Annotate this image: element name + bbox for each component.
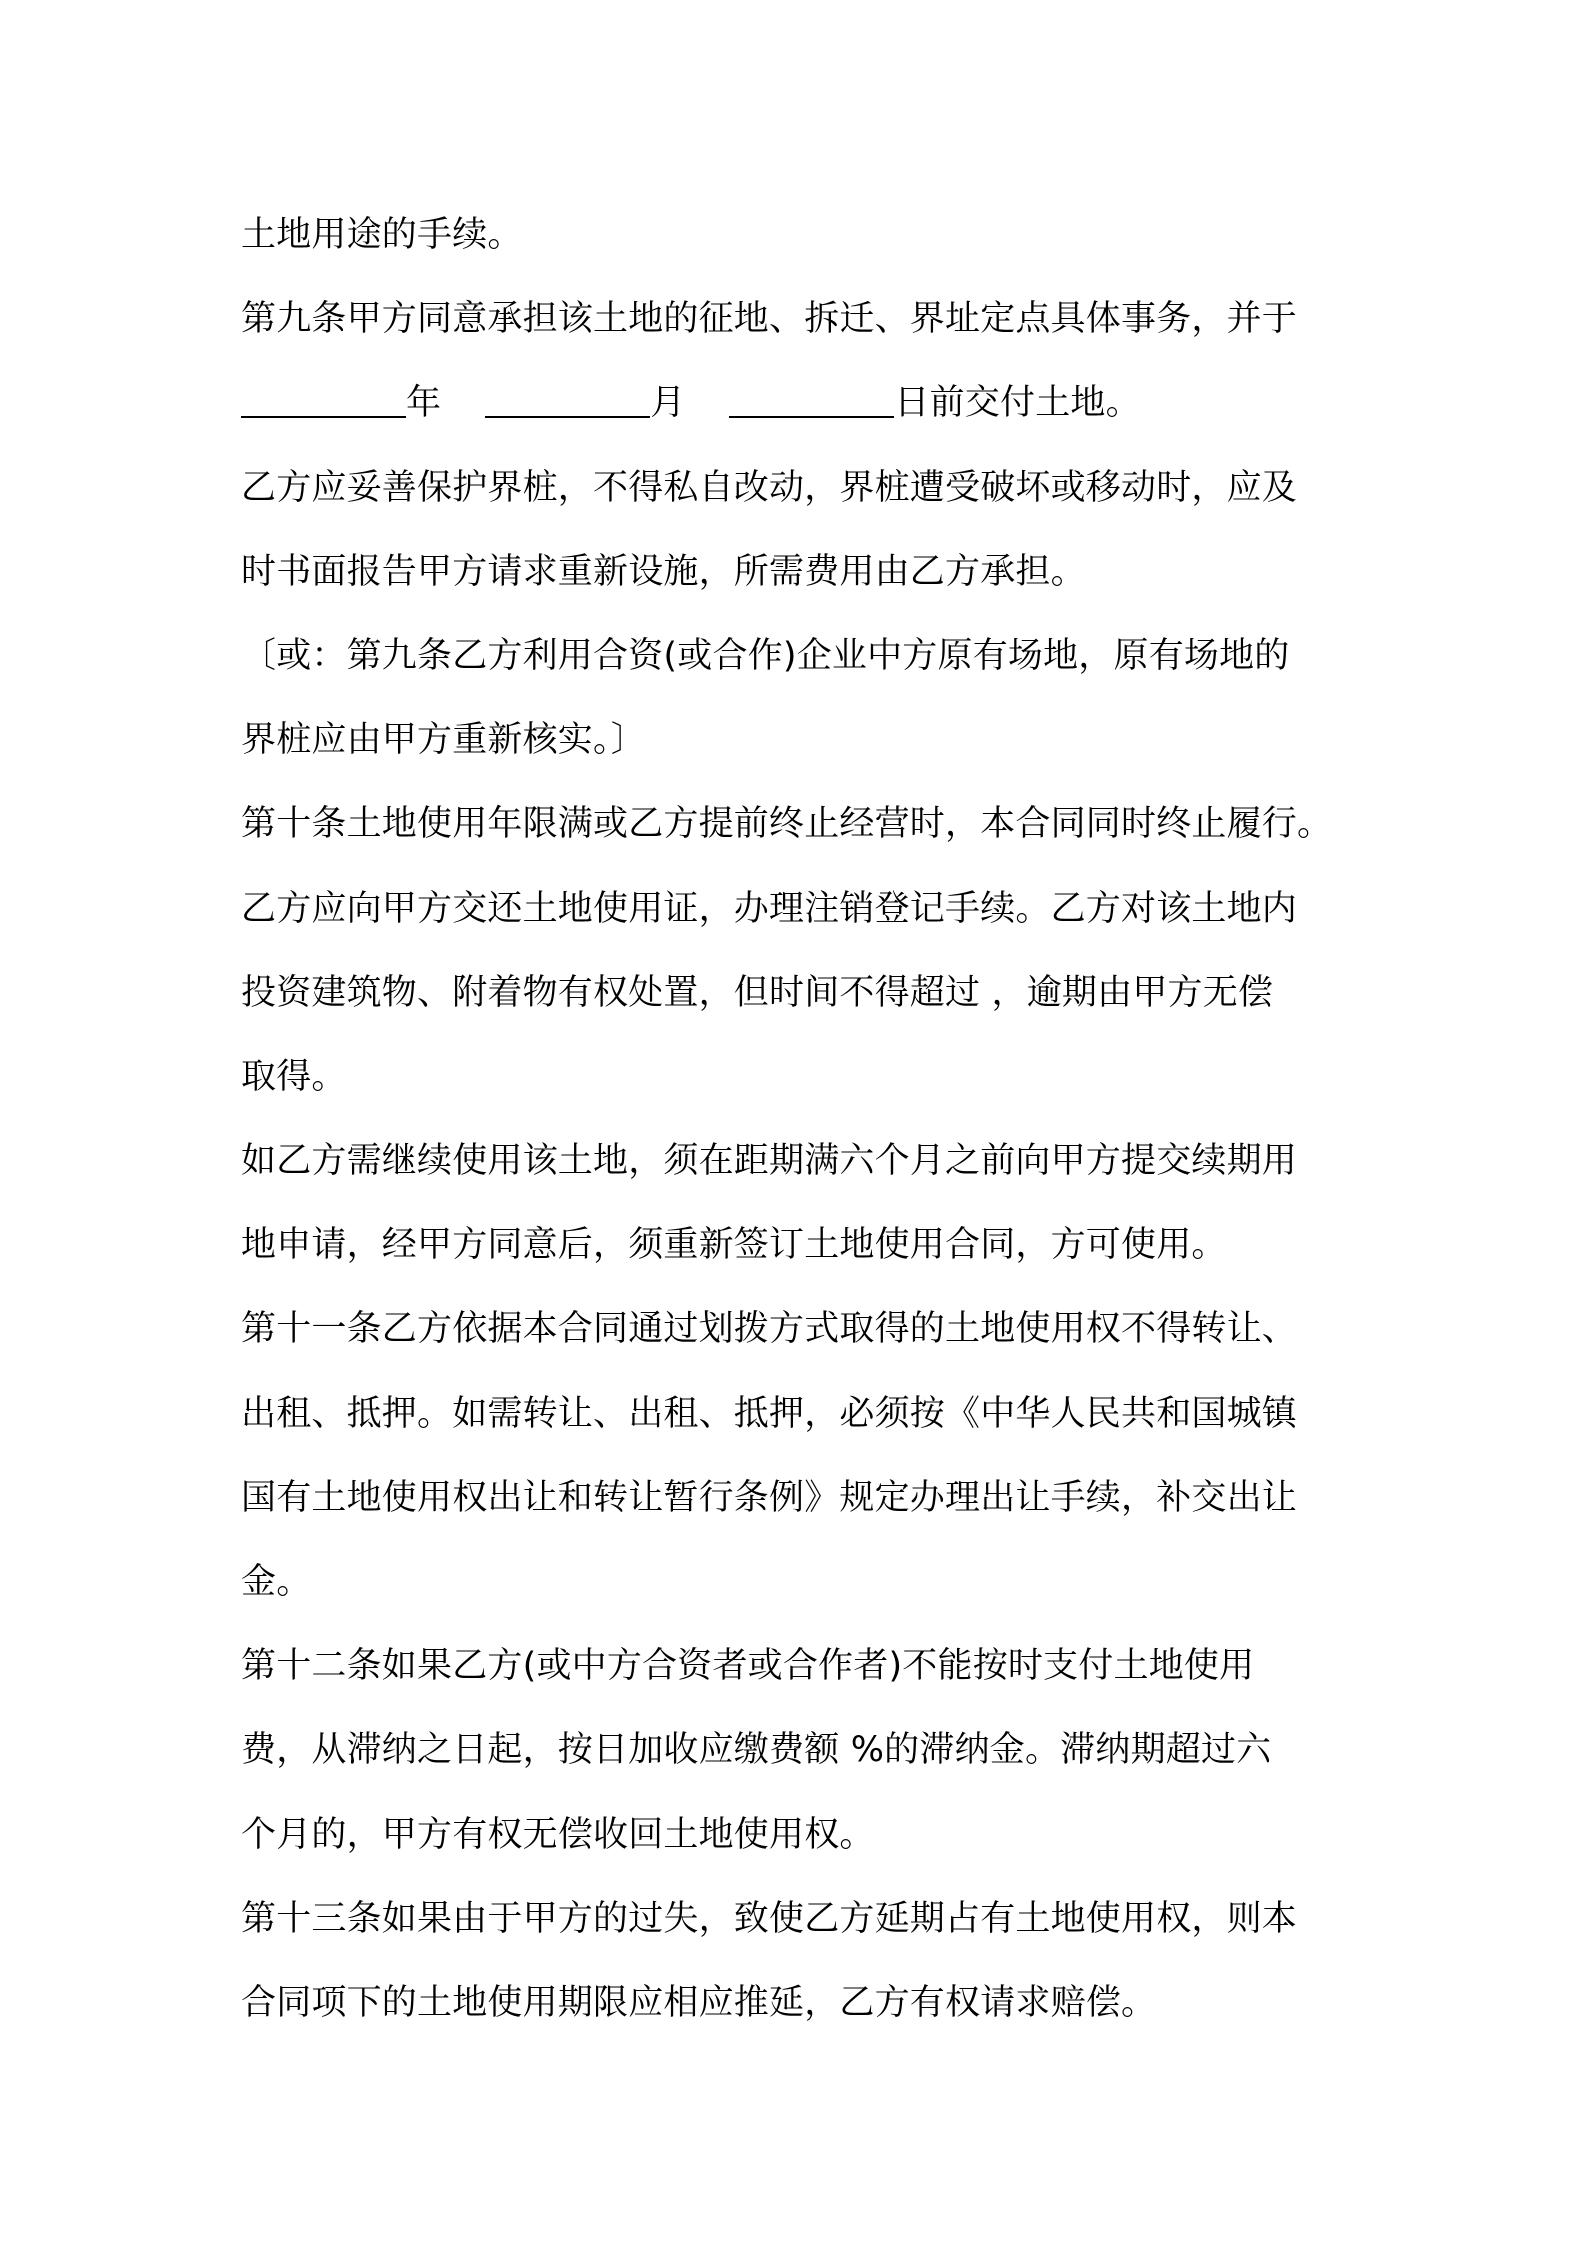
text-line: 时书面报告甲方请求重新设施，所需费用由乙方承担。 <box>241 551 1086 592</box>
year-label: 年 <box>406 383 442 424</box>
month-blank <box>485 388 650 418</box>
text-line: 第十二条如果乙方(或中方合资者或合作者)不能按时支付土地使用 <box>241 1646 1255 1687</box>
document-body <box>241 193 1391 2045</box>
text-line: 第十一条乙方依据本合同通过划拨方式取得的土地使用权不得转让、 <box>241 1309 1298 1350</box>
day-label: 日前交付土地。 <box>894 383 1141 424</box>
text-line: 国有土地使用权出让和转让暂行条例》规定办理出让手续，补交出让 <box>241 1477 1298 1518</box>
text-line: 个月的，甲方有权无偿收回土地使用权。 <box>241 1814 875 1855</box>
text-line: 费，从滞纳之日起，按日加收应缴费额 %的滞纳金。滞纳期超过六 <box>241 1730 1272 1771</box>
text-line: 界桩应由甲方重新核实。〕 <box>241 720 646 761</box>
text-line: 乙方应妥善保护界桩，不得私自改动，界桩遭受破坏或移动时，应及 <box>241 467 1298 508</box>
text-line: 第十条土地使用年限满或乙方提前终止经营时，本合同同时终止履行。 <box>241 804 1333 845</box>
text-line: 金。 <box>241 1562 312 1602</box>
text-line: 取得。 <box>241 1056 347 1097</box>
text-line: 如乙方需继续使用该土地，须在距期满六个月之前向甲方提交续期用 <box>241 1141 1298 1182</box>
text-line: 第九条甲方同意承担该土地的征地、拆迁、界址定点具体事务，并于 <box>241 299 1298 340</box>
text-line: 乙方应向甲方交还土地使用证，办理注销登记手续。乙方对该土地内 <box>241 888 1298 929</box>
day-blank <box>729 388 894 418</box>
date-line <box>241 361 1391 445</box>
text-line: 〔或：第九条乙方利用合资(或合作)企业中方原有场地，原有场地的 <box>241 635 1290 676</box>
year-blank <box>241 388 406 418</box>
text-line: 投资建筑物、附着物有权处置，但时间不得超过 ，逾期由甲方无偿 <box>241 972 1274 1013</box>
text-line: 土地用途的手续。 <box>241 215 523 255</box>
month-label: 月 <box>650 383 686 424</box>
text-line: 地申请，经甲方同意后，须重新签订土地使用合同，方可使用。 <box>241 1225 1227 1266</box>
text-line: 合同项下的土地使用期限应相应推延，乙方有权请求赔偿。 <box>241 1982 1157 2023</box>
text-line: 第十三条如果由于甲方的过失，致使乙方延期占有土地使用权，则本 <box>241 1898 1298 1939</box>
text-line: 出租、抵押。如需转让、出租、抵押，必须按《中华人民共和国城镇 <box>241 1393 1298 1434</box>
